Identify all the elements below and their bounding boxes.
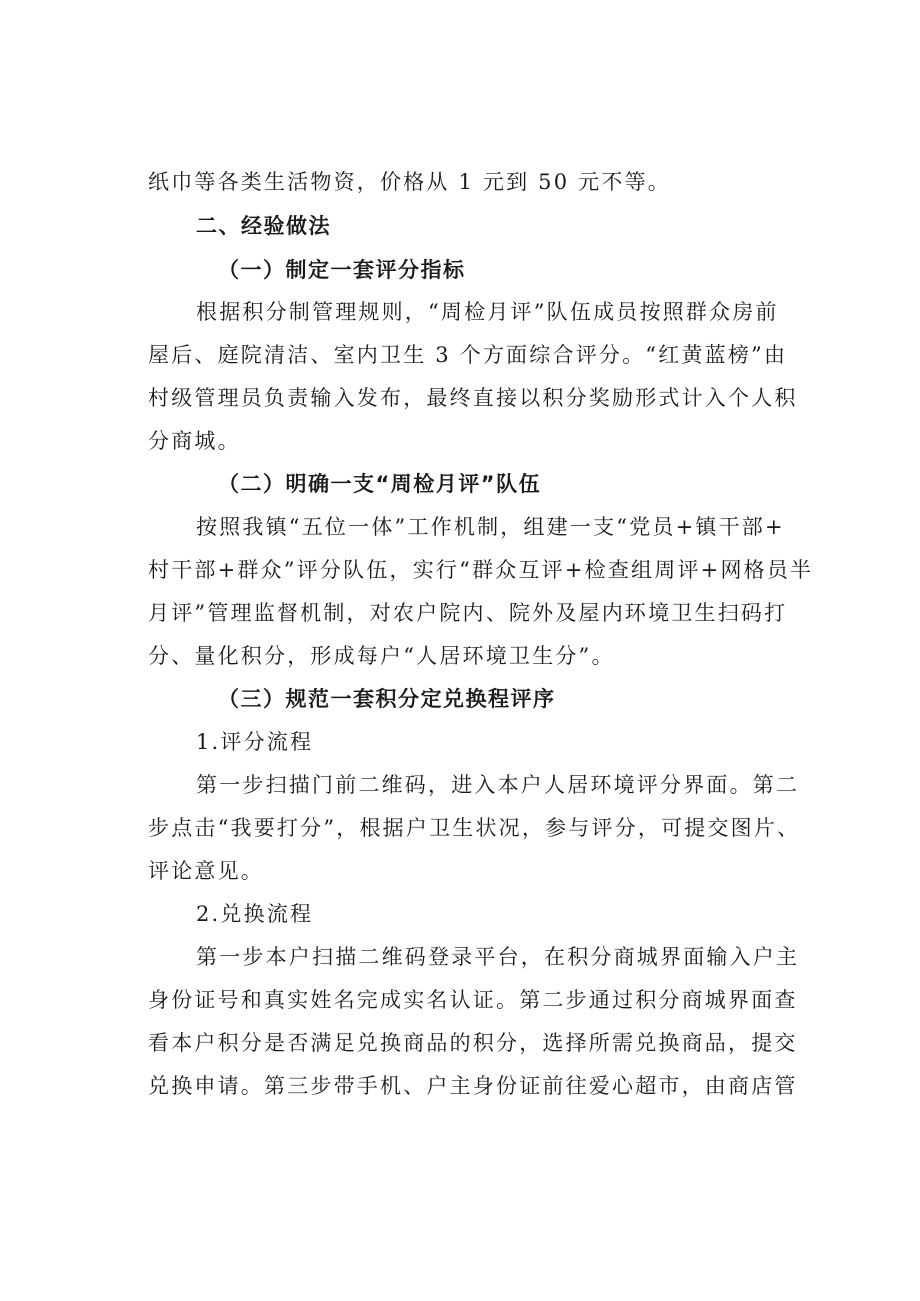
subsection-heading: （一）制定一套评分指标	[218, 258, 466, 282]
section-heading: 二、经验做法	[196, 214, 331, 238]
body-line: 第一步本户扫描二维码登录平台，在积分商城界面输入户主	[196, 945, 800, 969]
body-line: 村级管理员负责输入发布，最终直接以积分奖励形式计入个人积	[148, 386, 798, 410]
body-line: 村干部+群众”评分队伍，实行“群众互评+检查组周评+网格员半	[148, 558, 814, 582]
body-line: 1.评分流程	[196, 730, 314, 754]
body-line: 分商城。	[148, 429, 241, 453]
body-line: 分、量化积分，形成每户“人居环境卫生分”。	[148, 644, 615, 668]
body-line: 按照我镇“五位一体”工作机制，组建一支“党员+镇干部+	[196, 515, 785, 539]
body-line: 2.兑换流程	[196, 902, 314, 926]
subsection-heading: （三）规范一套积分定兑换程评序	[218, 687, 556, 711]
body-line: 屋后、庭院清洁、室内卫生 3 个方面综合评分。“红黄蓝榜”由	[148, 343, 788, 367]
body-line: 根据积分制管理规则，“周检月评”队伍成员按照群众房前	[196, 300, 779, 324]
body-line: 纸巾等各类生活物资，价格从 1 元到 50 元不等。	[148, 170, 671, 194]
body-line: 月评”管理监督机制，对农户院内、院外及屋内环境卫生扫码打	[148, 601, 788, 625]
body-line: 步点击“我要打分”，根据户卫生状况，参与评分，可提交图片、	[148, 816, 801, 840]
body-line: 兑换申请。第三步带手机、户主身份证前往爱心超市，由商店管	[148, 1074, 798, 1098]
body-line: 评论意见。	[148, 859, 264, 883]
body-line: 身份证号和真实姓名完成实名认证。第二步通过积分商城界面查	[148, 988, 798, 1012]
body-line: 看本户积分是否满足兑换商品的积分，选择所需兑换商品，提交	[148, 1031, 798, 1055]
subsection-heading: （二）明确一支“周检月评”队伍	[218, 472, 542, 496]
body-line: 第一步扫描门前二维码，进入本户人居环境评分界面。第二	[196, 773, 800, 797]
